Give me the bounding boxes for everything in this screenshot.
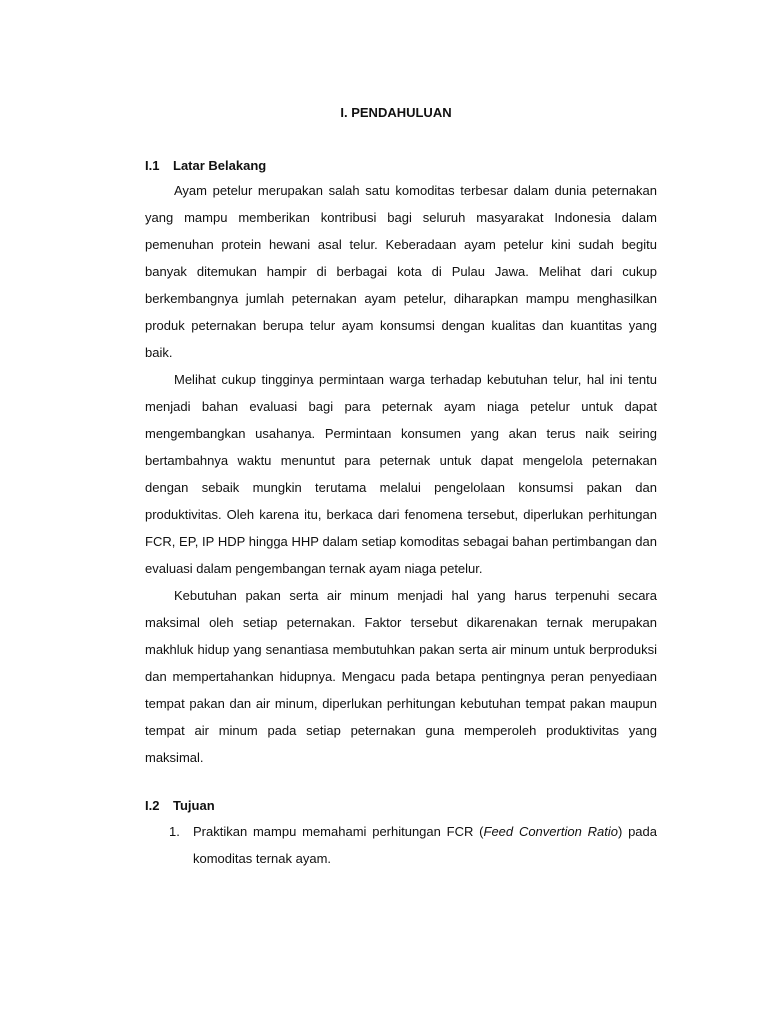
list-marker: 1. — [169, 824, 180, 839]
list-item-italic-term: Feed Convertion Ratio — [483, 824, 618, 839]
list-item-text-end: ) pada komoditas ternak ayam. — [193, 824, 657, 866]
objective-list — [145, 818, 657, 872]
section-body-latar-belakang — [145, 177, 657, 771]
list-item-text: Praktikan mampu memahami perhitungan FCR ( — [193, 824, 484, 839]
section-heading-tujuan — [145, 797, 215, 815]
paragraph: Kebutuhan pakan serta air minum menjadi hal yang harus terpenuhi secara maksimal oleh setiap peternakan. Faktor tersebut dikarenakan ternak merupakan makhluk hidup yang senantiasa membutuhkan pakan serta air minum untuk berproduksi dan mempertahankan hidupnya. Mengacu pada betapa pentingnya peran penyediaan tempat pakan dan air minum, diperlukan perhitungan kebutuhan tempat pakan maupun tempat air minum pada setiap peternakan guna memperoleh produktivitas yang maksimal. — [145, 588, 657, 765]
list-item — [145, 818, 657, 872]
section-title: Tujuan — [173, 798, 215, 813]
section-number: I.1 — [145, 158, 160, 173]
chapter-title: I. PENDAHULUAN — [340, 105, 452, 120]
section-title: Latar Belakang — [173, 158, 267, 173]
section-number: I.2 — [145, 798, 160, 813]
section-heading-latar-belakang — [145, 157, 266, 175]
paragraph: Ayam petelur merupakan salah satu komoditas terbesar dalam dunia peternakan yang mampu memberikan kontribusi bagi seluruh masyarakat Indonesia dalam pemenuhan protein hewani asal telur. Keberadaan ayam petelur kini sudah begitu banyak ditemukan hampir di berbagai kota di Pulau Jawa. Melihat dari cukup berkembangnya jumlah peternakan ayam petelur, diharapkan mampu menghasilkan produk peternakan berupa telur ayam konsumsi dengan kualitas dan kuantitas yang baik. — [145, 183, 657, 360]
paragraph: Melihat cukup tingginya permintaan warga terhadap kebutuhan telur, hal ini tentu menjadi bahan evaluasi bagi para peternak ayam niaga petelur untuk dapat mengembangkan usahanya. Permintaan konsumen yang akan terus naik seiring bertambahnya waktu menuntut para peternak untuk dapat mengelola peternakan dengan sebaik mungkin terutama melalui pengelolaan konsumsi pakan dan produktivitas. Oleh karena itu, berkaca dari fenomena tersebut, diperlukan perhitungan FCR, EP, IP HDP hingga HHP dalam setiap komoditas sebagai bahan pertimbangan dan evaluasi dalam pengembangan ternak ayam niaga petelur. — [145, 372, 657, 576]
